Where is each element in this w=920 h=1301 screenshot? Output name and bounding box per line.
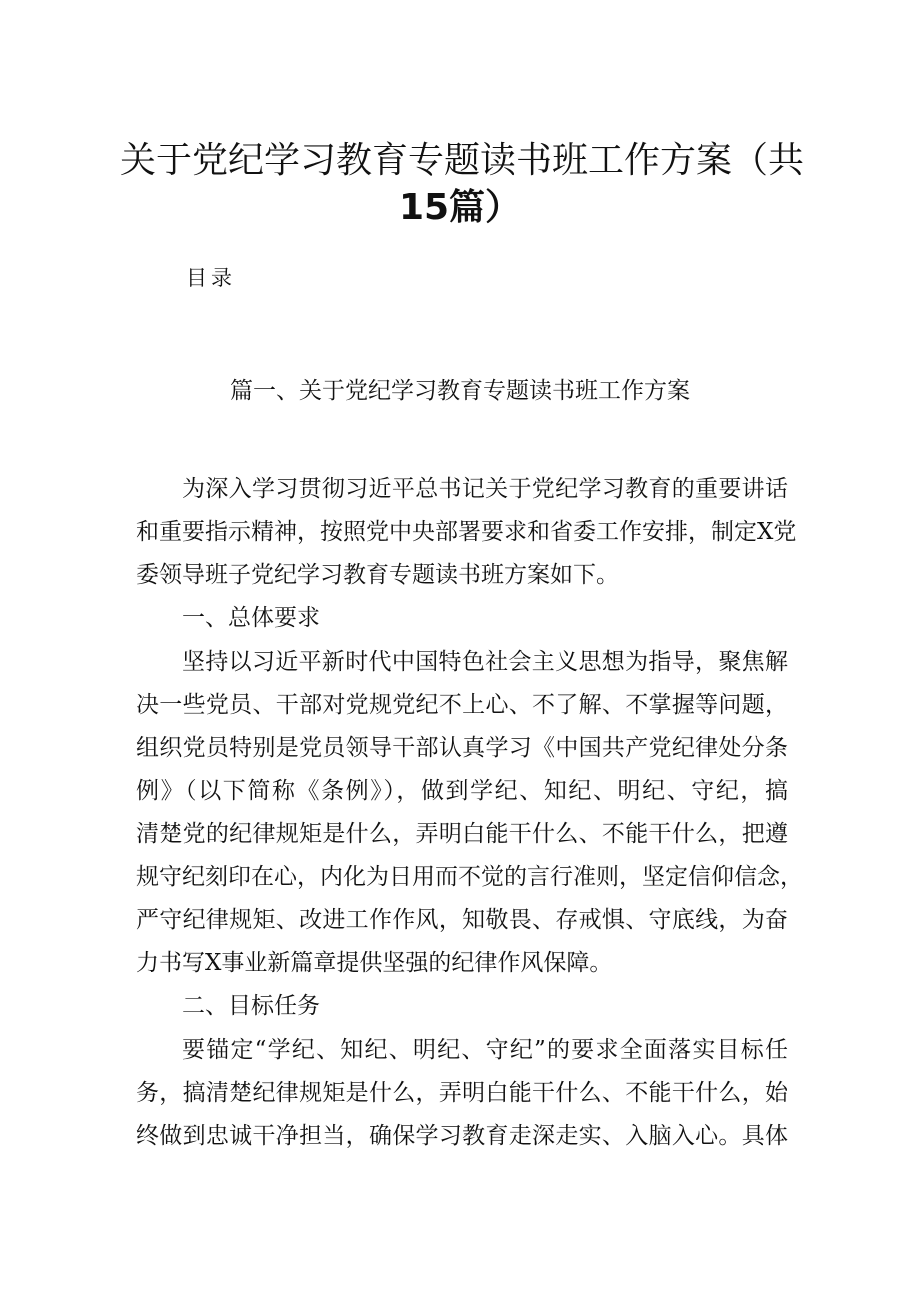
paragraph-line: 终做到忠诚干净担当，确保学习教育走深走实、入脑入心。具体 bbox=[136, 1123, 788, 1149]
paragraph-line: 委领导班子党纪学习教育专题读书班方案如下。 bbox=[136, 562, 619, 588]
document-title-line-1: 关于党纪学习教育专题读书班工作方案（共 bbox=[120, 140, 805, 181]
paragraph-line: 要锚定“学纪、知纪、明纪、守纪”的要求全面落实目标任 bbox=[182, 1037, 788, 1063]
paragraph-line: 规守纪刻印在心，内化为日用而不觉的言行准则，坚定信仰信念， bbox=[136, 864, 803, 890]
document-title-line-2: 15篇） bbox=[398, 187, 522, 228]
paragraph-line: 力书写X事业新篇章提供坚强的纪律作风保障。 bbox=[136, 950, 613, 976]
section-heading: 二、目标任务 bbox=[182, 993, 320, 1019]
paragraph-line: 例》（以下简称《条例》），做到学纪、知纪、明纪、守纪，搞 bbox=[136, 778, 788, 804]
paragraph-line: 组织党员特别是党员领导干部认真学习《中国共产党纪律处分条 bbox=[136, 735, 788, 761]
paragraph-line: 坚持以习近平新时代中国特色社会主义思想为指导，聚焦解 bbox=[182, 649, 788, 675]
paragraph-line: 清楚党的纪律规矩是什么，弄明白能干什么、不能干什么，把遵 bbox=[136, 821, 788, 847]
paragraph-line: 为深入学习贯彻习近平总书记关于党纪学习教育的重要讲话 bbox=[182, 476, 788, 502]
paragraph-line: 务，搞清楚纪律规矩是什么，弄明白能干什么、不能干什么，始 bbox=[136, 1080, 788, 1106]
paragraph-line: 和重要指示精神，按照党中央部署要求和省委工作安排，制定X党 bbox=[136, 519, 797, 545]
paragraph-line: 严守纪律规矩、改进工作作风，知敬畏、存戒惧、守底线，为奋 bbox=[136, 907, 788, 933]
toc-label: 目录 bbox=[186, 266, 236, 290]
paragraph-line: 决一些党员、干部对党规党纪不上心、不了解、不掌握等问题， bbox=[136, 692, 788, 718]
toc-entry: 篇一、关于党纪学习教育专题读书班工作方案 bbox=[230, 378, 690, 404]
section-heading: 一、总体要求 bbox=[182, 605, 320, 631]
